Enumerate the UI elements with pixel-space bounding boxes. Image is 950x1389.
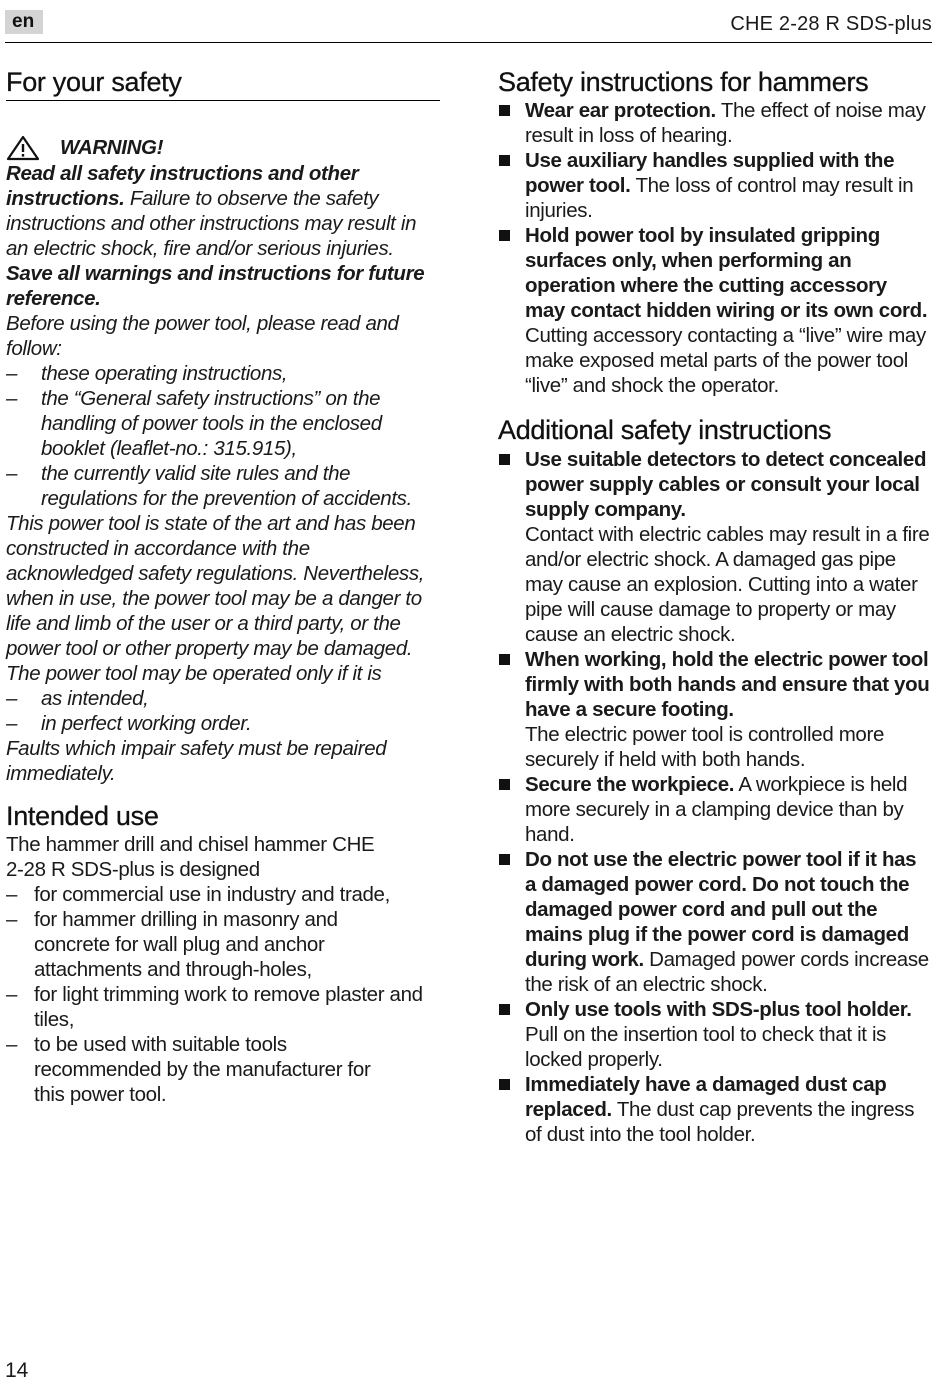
square-bullet-icon <box>499 1079 510 1090</box>
operated-list <box>6 686 440 736</box>
section-title-hammers: Safety instructions for hammers <box>498 67 869 97</box>
section-title-safety: For your safety <box>6 66 440 101</box>
list-item: – the “General safety instructions” on the handling of power tools in the enclosed booklet (leaflet-no.: 315.915), <box>6 386 440 461</box>
warning-row <box>6 135 440 161</box>
list-item: – as intended, <box>6 686 440 711</box>
left-column <box>6 66 440 1107</box>
list-item: Only use tools with SDS-plus tool holder. Pull on the insertion tool to check that it is locked properly. <box>498 997 930 1072</box>
list-item: Do not use the electric power tool if it has a damaged power cord. Do not touch the damaged power cord and pull out the mains plug if the power cord is damaged during work. Damaged power cords increase the risk of an electric shock. <box>498 847 930 997</box>
right-column <box>498 66 930 1147</box>
list-item: Use auxiliary handles supplied with the power tool. The loss of control may result in injuries. <box>498 148 930 223</box>
additional-list <box>498 447 930 1147</box>
list-item: Secure the workpiece. A workpiece is held more securely in a clamping device than by hand. <box>498 772 930 847</box>
list-item: When working, hold the electric power tool firmly with both hands and ensure that you have a secure footing. The electric power tool is controlled more securely if held with both hands. <box>498 647 930 772</box>
list-item: Wear ear protection. The effect of noise may result in loss of hearing. <box>498 98 930 148</box>
square-bullet-icon <box>499 454 510 465</box>
page-number: 14 <box>5 1359 29 1382</box>
list-item: Use suitable detectors to detect concealed power supply cables or consult your local supply company. Contact with electric cables may result in a fire and/or electric shock. A damaged gas pipe may cause an explosion. Cutting into a water pipe will cause damage to property or may cause an electric shock. <box>498 447 930 647</box>
square-bullet-icon <box>499 854 510 865</box>
square-bullet-icon <box>499 1004 510 1015</box>
before-use-list <box>6 361 440 511</box>
square-bullet-icon <box>499 779 510 790</box>
hammers-list <box>498 98 930 398</box>
intended-list <box>6 882 440 1107</box>
list-item: – the currently valid site rules and the regulations for the prevention of accidents. <box>6 461 440 511</box>
page-header <box>5 8 932 43</box>
warning-label: WARNING! <box>60 136 164 159</box>
list-item: Immediately have a damaged dust cap replaced. The dust cap prevents the ingress of dust into the tool holder. <box>498 1072 930 1147</box>
intended-intro: The hammer drill and chisel hammer CHE 2-28 R SDS-plus is designed <box>6 833 375 881</box>
list-item: – in perfect working order. <box>6 711 440 736</box>
warning-triangle-icon <box>6 135 40 161</box>
warning-text: Failure to observe the safety instructions and other instructions may result in an electric shock, fire and/or serious injuries. <box>6 187 417 260</box>
square-bullet-icon <box>499 654 510 665</box>
list-item: – these operating instructions, <box>6 361 440 386</box>
square-bullet-icon <box>499 155 510 166</box>
section-title-intended-use: Intended use <box>6 801 159 831</box>
list-item: – to be used with suitable tools recommended by the manufacturer for this power tool. <box>6 1032 394 1107</box>
list-item: Hold power tool by insulated gripping surfaces only, when performing an operation where the cutting accessory may contact hidden wiring or its own cord. Cutting accessory contacting a “live” wire may make exposed metal parts of the power tool “live” and shock the operator. <box>498 223 930 398</box>
state-of-art-text: This power tool is state of the art and has been constructed in accordance with the acknowledged safety regulations. Nevertheless, when in use, the power tool may be a danger to life and limb of the user or a third party, or the power tool or other property may be damaged. The power tool may be operated only if it is <box>6 512 425 685</box>
list-item: – for light trimming work to remove plaster and tiles, <box>6 982 440 1032</box>
warning-paragraph <box>6 161 440 311</box>
list-item: – for hammer drilling in masonry and concrete for wall plug and anchor attachments and through-holes, <box>6 907 394 982</box>
before-use-text: Before using the power tool, please read and follow: <box>6 312 399 360</box>
faults-text: Faults which impair safety must be repaired immediately. <box>6 737 387 785</box>
square-bullet-icon <box>499 230 510 241</box>
square-bullet-icon <box>499 105 510 116</box>
warning-save-text: Save all warnings and instructions for future reference. <box>6 262 425 310</box>
section-title-additional: Additional safety instructions <box>498 415 832 445</box>
model-name: CHE 2-28 R SDS-plus <box>730 13 932 35</box>
language-badge: en <box>5 10 43 34</box>
warning-bold-text: Read all safety instructions and other instructions. <box>6 162 359 210</box>
list-item: – for commercial use in industry and trade, <box>6 882 440 907</box>
